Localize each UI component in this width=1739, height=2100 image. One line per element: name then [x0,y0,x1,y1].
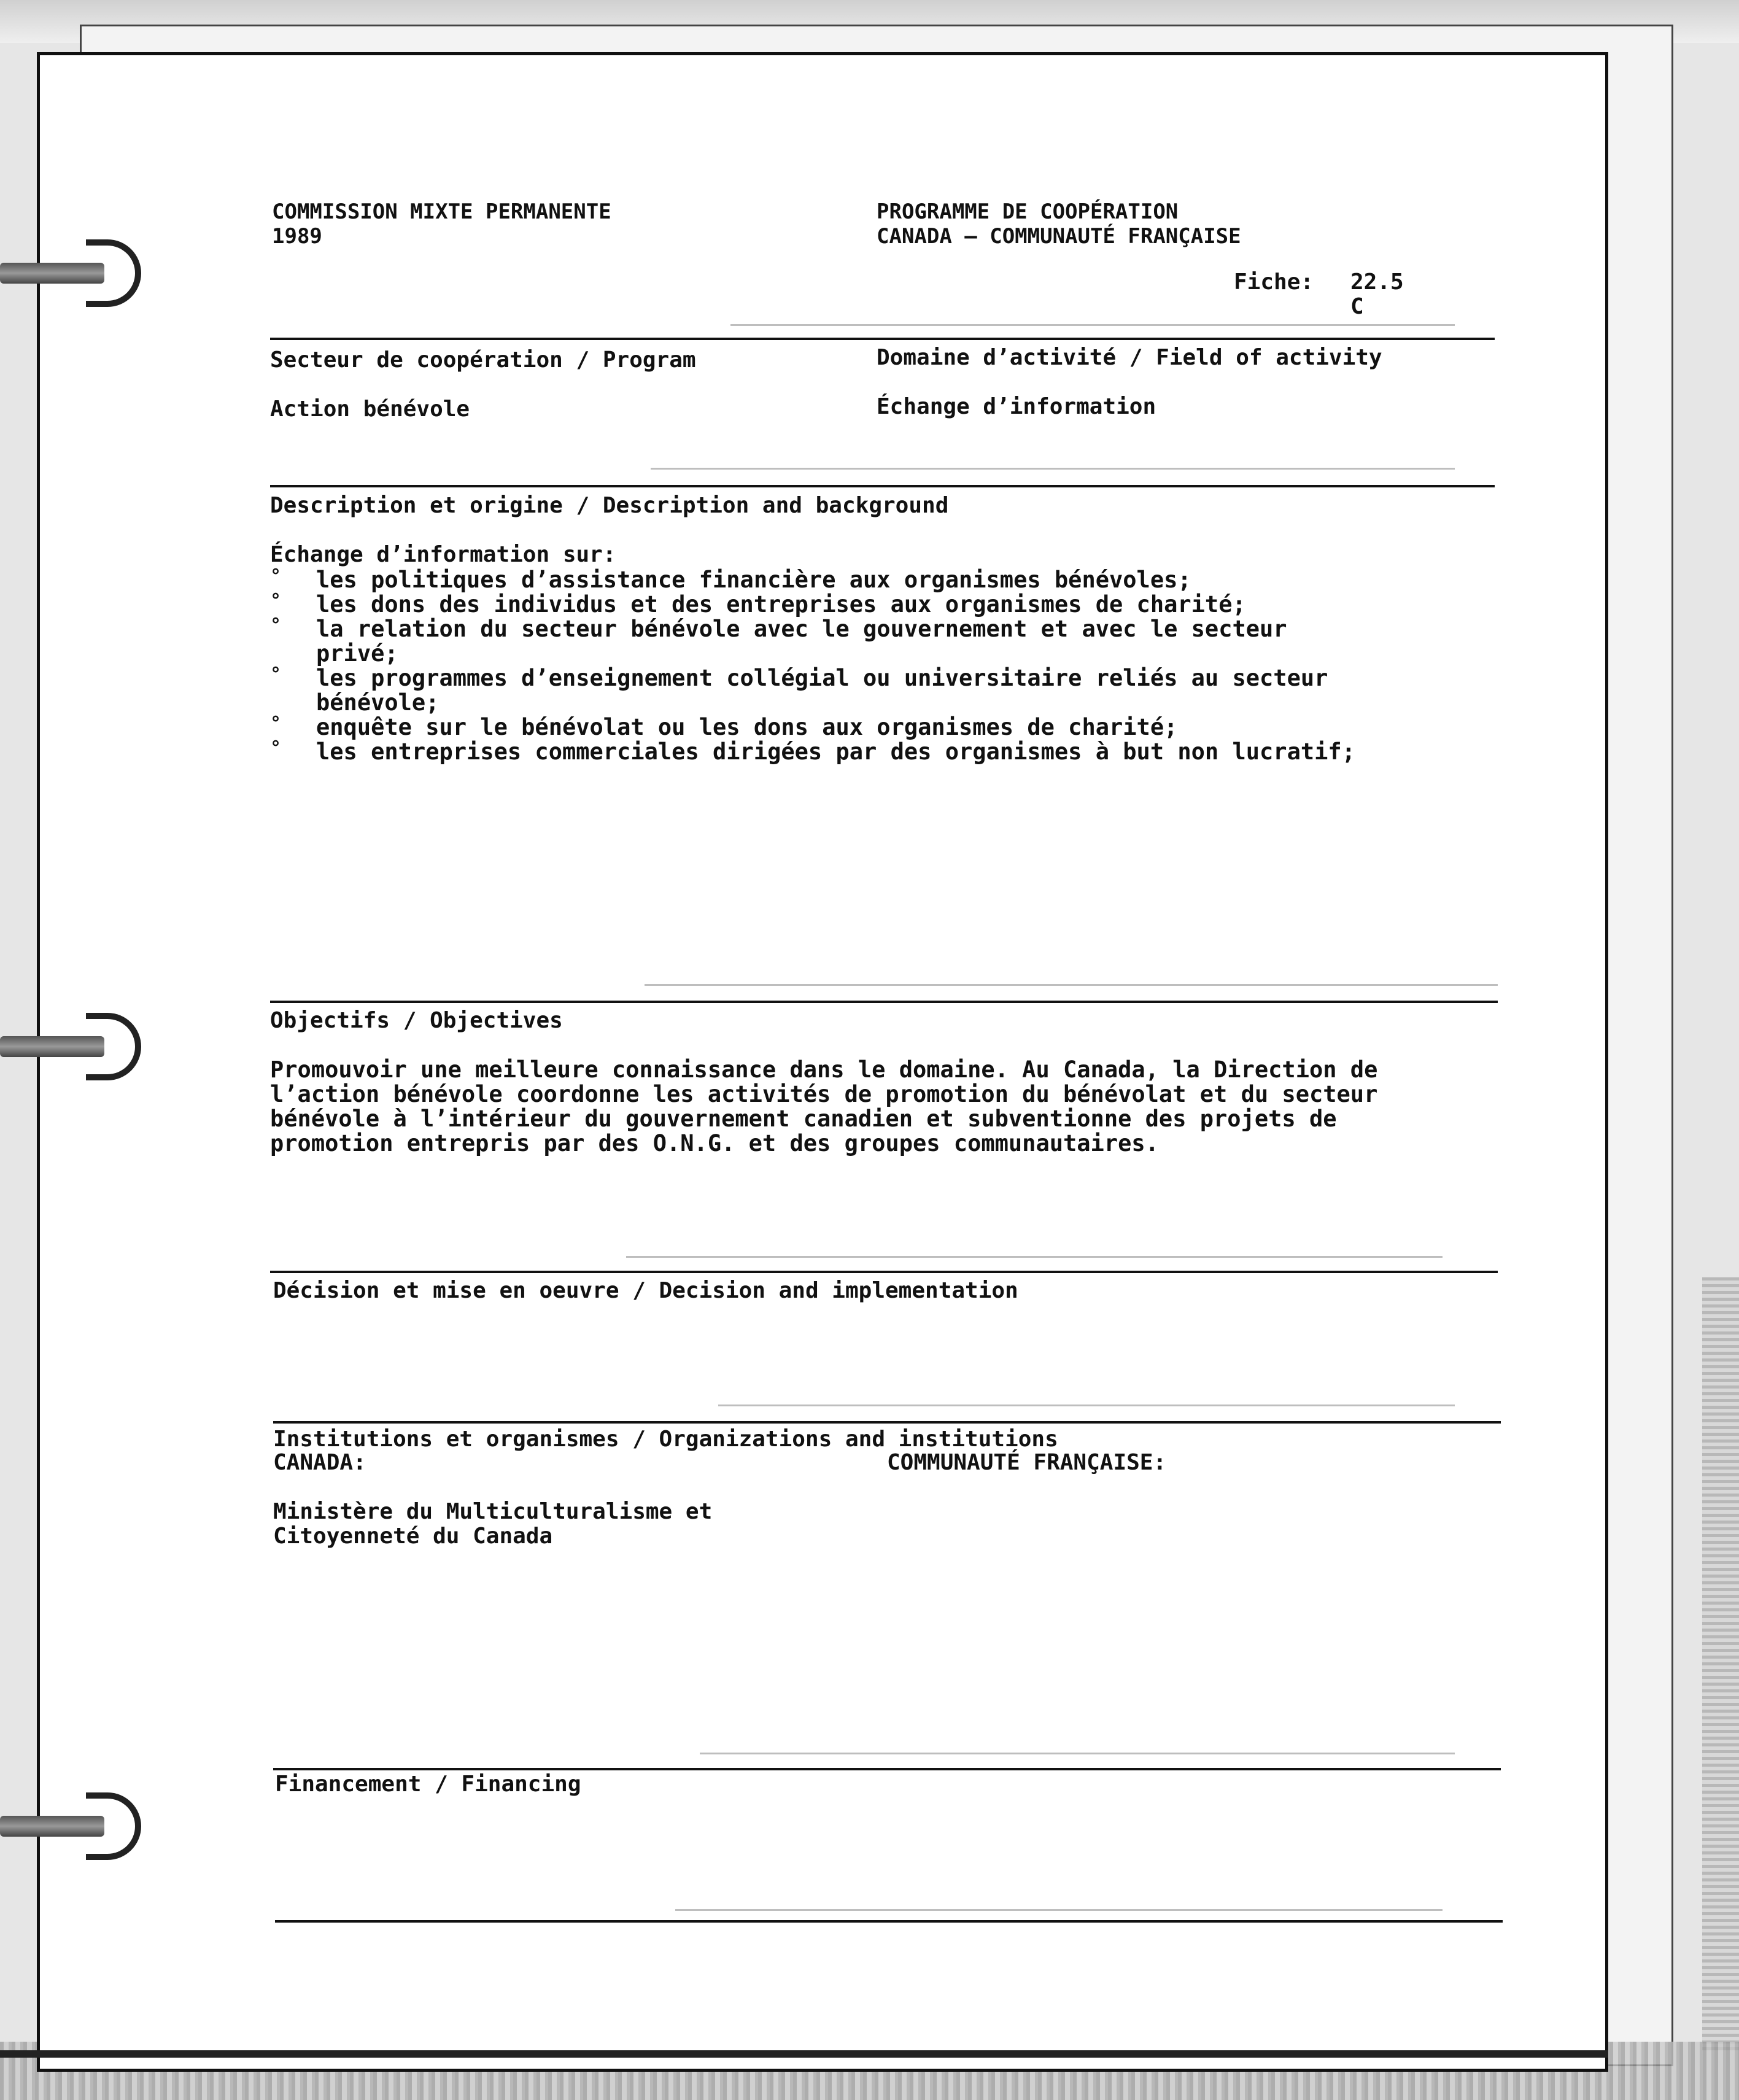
description-bullet-line: les entreprises commerciales dirigées par des organismes à but non lucratif; [316,738,1355,765]
financing-heading: Financement / Financing [275,1772,581,1797]
binder-ring-icon [0,1013,141,1080]
sector-value: Action bénévole [270,397,470,422]
divider [273,1421,1501,1424]
bullet-marker: ° [270,664,282,685]
objectives-line: l’action bénévole coordonne les activités de promotion du bénévolat et du secteur [270,1081,1378,1107]
description-intro: Échange d’information sur: [270,542,616,567]
communaute-label: COMMUNAUTÉ FRANÇAISE: [887,1450,1167,1475]
description-heading: Description et origine / Description and background [270,493,949,518]
objectives-heading: Objectifs / Objectives [270,1008,563,1033]
bullet-marker: ° [270,713,282,734]
divider [270,1001,1498,1003]
description-bullet-line: les dons des individus et des entreprises aux organismes de charité; [316,591,1246,618]
institutions-heading: Institutions et organismes / Organizations and institutions [273,1427,1058,1452]
canada-institution-line: Ministère du Multiculturalisme et [273,1499,713,1524]
divider [270,1271,1498,1273]
activity-heading: Domaine d’activité / Field of activity [877,345,1382,370]
fiche-label: Fiche: [1234,269,1314,295]
divider-faint [651,468,1455,470]
description-bullet-line: privé; [316,640,398,667]
sector-heading: Secteur de coopération / Program [270,347,696,373]
divider-faint [730,324,1455,326]
divider [275,1920,1503,1923]
objectives-line: promotion entrepris par des O.N.G. et des groupes communautaires. [270,1130,1159,1157]
bullet-marker: ° [270,565,282,587]
description-bullet-line: bénévole; [316,689,440,716]
page-bottom-edge [0,2050,1608,2058]
header-programme: PROGRAMME DE COOPÉRATION [877,200,1179,224]
binder-ring-icon [0,1792,141,1860]
objectives-line: bénévole à l’intérieur du gouvernement canadien et subventionne des projets de [270,1106,1337,1132]
divider-faint [700,1753,1455,1754]
description-bullet-line: les programmes d’enseignement collégial ou universitaire reliés au secteur [316,665,1328,691]
fiche-letter: C [1350,294,1364,319]
bullet-marker: ° [270,590,282,611]
header-year: 1989 [272,224,322,249]
canada-label: CANADA: [273,1450,366,1475]
canada-institution-line: Citoyenneté du Canada [273,1524,553,1549]
divider-faint [626,1256,1443,1258]
divider-faint [645,984,1498,986]
bullet-marker: ° [270,614,282,636]
divider [270,338,1495,340]
scan-right-edge [1702,1277,1739,2050]
description-bullet-line: la relation du secteur bénévole avec le gouvernement et avec le secteur [316,616,1287,642]
description-bullet-line: les politiques d’assistance financière aux organismes bénévoles; [316,567,1191,593]
divider [273,1768,1501,1770]
description-bullet-line: enquête sur le bénévolat ou les dons aux organismes de charité; [316,714,1178,740]
objectives-line: Promouvoir une meilleure connaissance dans le domaine. Au Canada, la Direction de [270,1056,1378,1083]
decision-heading: Décision et mise en oeuvre / Decision and implementation [273,1278,1018,1303]
divider-faint [718,1405,1455,1406]
fiche-number: 22.5 [1350,269,1404,295]
binder-ring-icon [0,239,141,307]
header-commission: COMMISSION MIXTE PERMANENTE [272,200,611,224]
divider-faint [675,1909,1443,1911]
bullet-marker: ° [270,737,282,759]
divider [270,485,1495,487]
header-canada-communaute: CANADA – COMMUNAUTÉ FRANÇAISE [877,224,1241,249]
activity-value: Échange d’information [877,394,1156,419]
